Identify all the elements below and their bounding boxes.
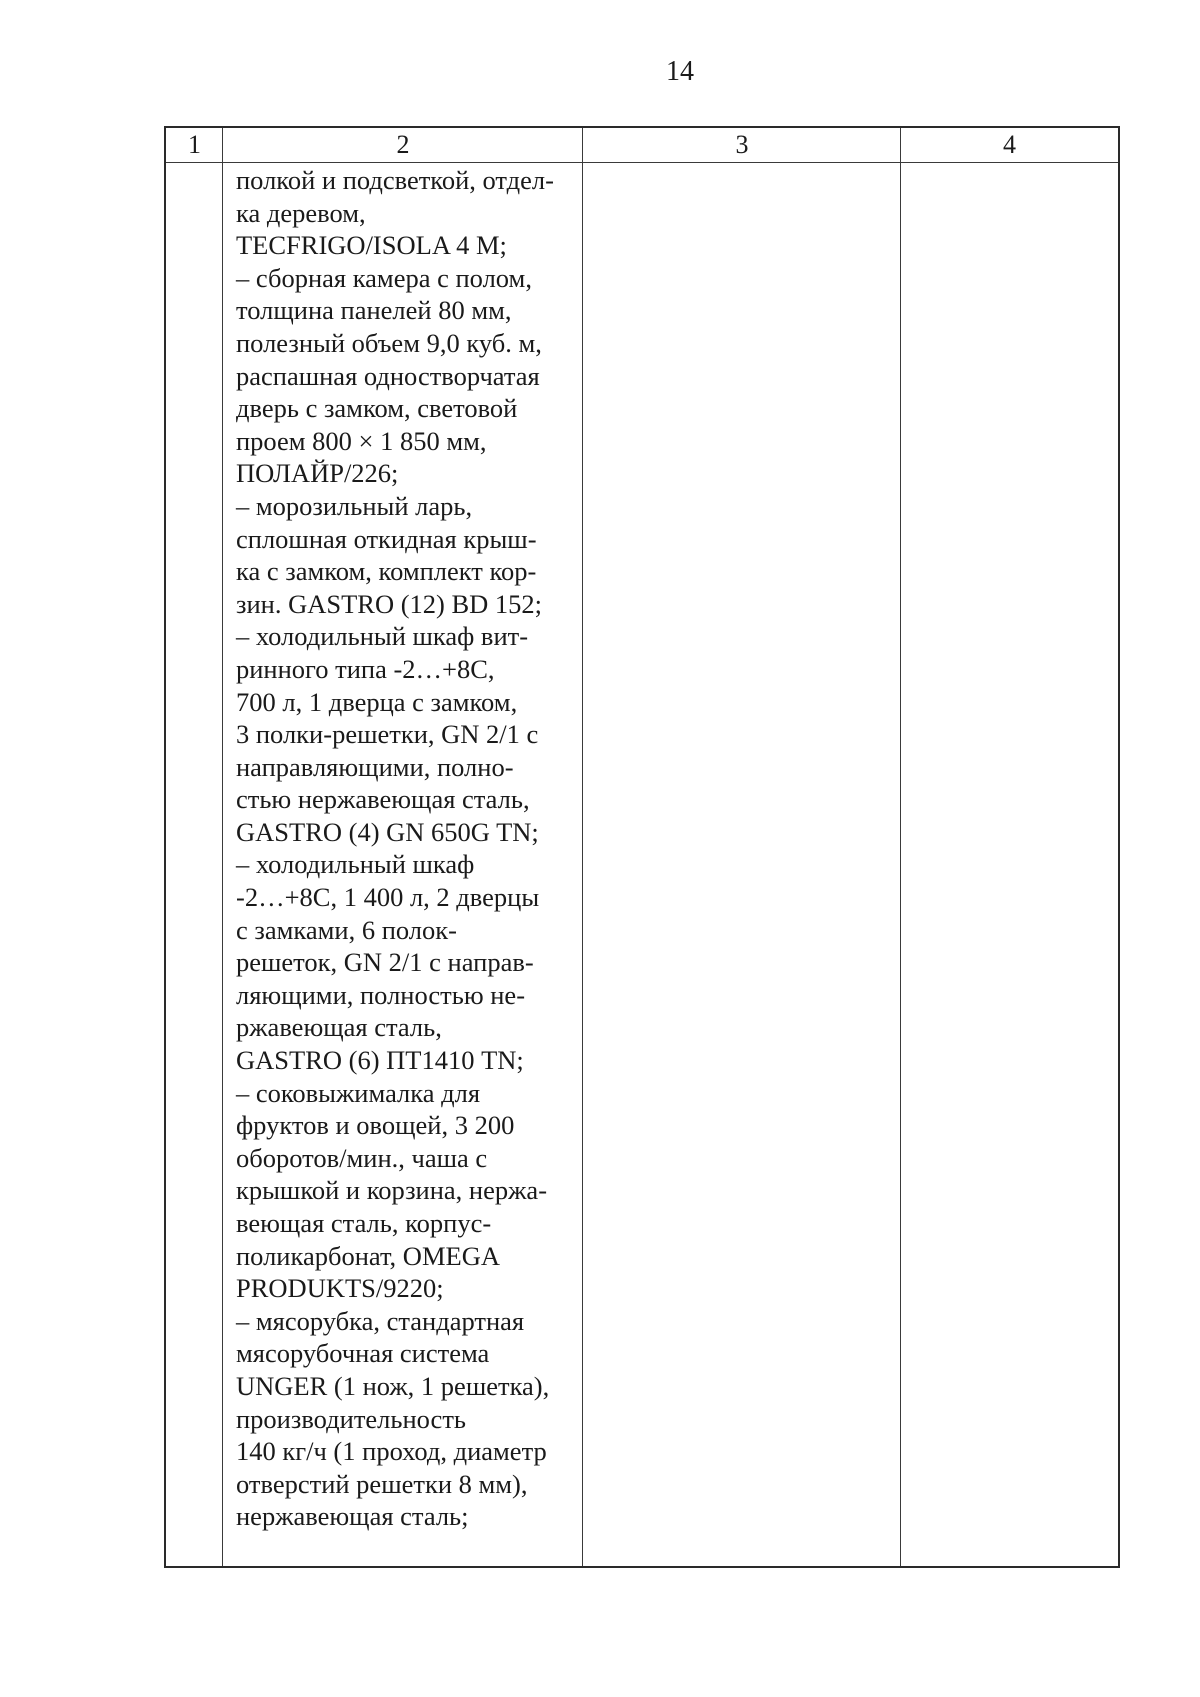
- text-line: ляющими, полностью не-: [236, 979, 526, 1010]
- specification-table: [164, 126, 1120, 1568]
- text-line: PRODUKTS/9220;: [236, 1273, 444, 1304]
- text-line: зин. GASTRO (12) BD 152;: [236, 588, 543, 619]
- text-line: ка деревом,: [236, 197, 366, 228]
- text-line: 140 кг/ч (1 проход, диаметр: [236, 1436, 547, 1467]
- table-column-4: [901, 128, 1118, 1566]
- column-2-text: [236, 164, 582, 1533]
- text-line: GASTRO (4) GN 650G TN;: [236, 816, 539, 847]
- text-line: крышкой и корзина, нержа-: [236, 1175, 548, 1206]
- text-line: поликарбонат, OMEGA: [236, 1240, 500, 1271]
- text-line: сплошная откидная крыш-: [236, 523, 537, 554]
- text-line: ПОЛАЙР/226;: [236, 458, 399, 489]
- table-column-1: [166, 128, 223, 1566]
- text-line: распашная одностворчатая: [236, 360, 540, 391]
- text-line: – холодильный шкаф: [236, 849, 475, 880]
- text-line: ка с замком, комплект кор-: [236, 556, 537, 587]
- text-line: – холодильный шкаф вит-: [236, 621, 529, 652]
- text-line: нержавеющая сталь;: [236, 1501, 469, 1532]
- text-line: – мясорубка, стандартная: [236, 1305, 525, 1336]
- page-number: 14: [666, 56, 694, 87]
- text-line: полкой и подсветкой, отдел-: [236, 165, 554, 195]
- text-line: -2…+8С, 1 400 л, 2 дверцы: [236, 882, 540, 913]
- text-line: ринного типа -2…+8С,: [236, 653, 495, 684]
- text-line: ржавеющая сталь,: [236, 1012, 442, 1043]
- text-line: с замками, 6 полок-: [236, 914, 457, 945]
- header-cell-4: 4: [1003, 130, 1016, 159]
- text-line: полезный объем 9,0 куб. м,: [236, 327, 542, 358]
- text-line: решеток, GN 2/1 с направ-: [236, 947, 534, 978]
- text-line: UNGER (1 нож, 1 решетка),: [236, 1370, 550, 1401]
- table-column-3: [583, 128, 901, 1566]
- text-line: веющая сталь, корпус-: [236, 1208, 492, 1238]
- header-cell-2: 2: [396, 130, 410, 159]
- text-line: – соковыжималка для: [236, 1077, 481, 1108]
- text-line: 3 полки-решетки, GN 2/1 с: [236, 719, 539, 750]
- text-line: TECFRIGO/ISOLA 4 M;: [236, 230, 507, 261]
- text-line: производительность: [236, 1403, 466, 1434]
- text-line: направляющими, полно-: [236, 751, 514, 782]
- text-line: – морозильный ларь,: [236, 490, 473, 521]
- text-line: – сборная камера с полом,: [236, 262, 532, 293]
- text-line: отверстий решетки 8 мм),: [236, 1468, 528, 1499]
- header-cell-3: 3: [735, 130, 749, 159]
- text-line: фруктов и овощей, 3 200: [236, 1110, 515, 1141]
- table-header-row: [166, 128, 1118, 163]
- text-line: оборотов/мин., чаша с: [236, 1142, 488, 1173]
- text-line: толщина панелей 80 мм,: [236, 295, 512, 326]
- text-line: GASTRO (6) ПТ1410 TN;: [236, 1045, 524, 1076]
- text-line: проем 800 × 1 850 мм,: [236, 425, 487, 456]
- text-line: дверь с замком, световой: [236, 393, 518, 424]
- header-cell-1: 1: [188, 130, 201, 159]
- text-line: стью нержавеющая сталь,: [236, 784, 530, 815]
- text-line: 700 л, 1 дверца с замком,: [236, 686, 518, 717]
- text-line: мясорубочная система: [236, 1338, 490, 1369]
